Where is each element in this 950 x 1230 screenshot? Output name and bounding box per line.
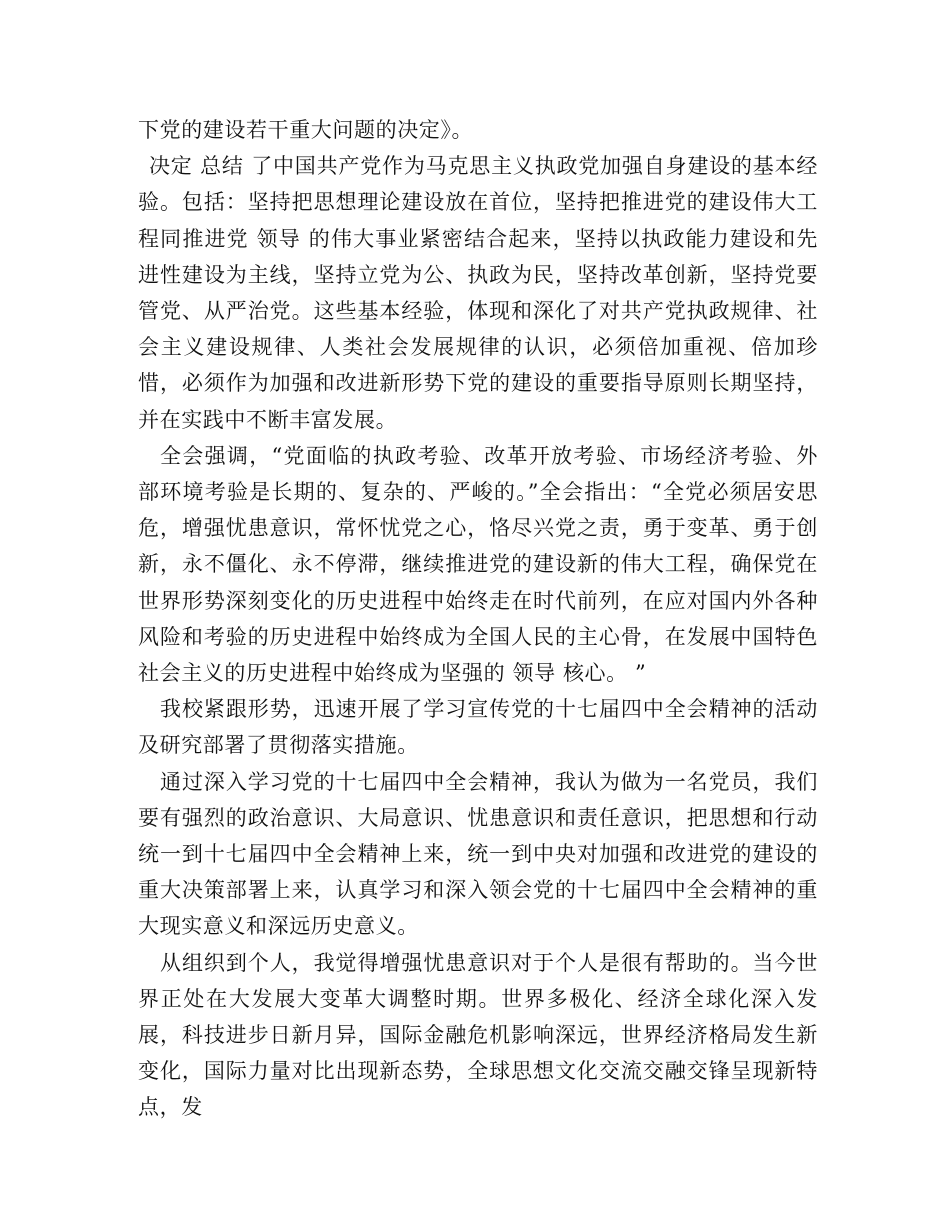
document-body (138, 112, 818, 1126)
paragraph-crisis-awareness: 从组织到个人，我觉得增强忧患意识对于个人是很有帮助的。当今世界正处在大发展大变革大调整时期。世界多极化、经济全球化深入发展，科技进步日新月异，国际金融危机影响深远，世界经济格局发生新变化，国际力量对比出现新态势，全球思想文化交流交融交锋呈现新特点，发 (138, 950, 818, 1120)
paragraph-continuation: 下党的建设若干重大问题的决定》。 (138, 118, 474, 142)
paragraph-decision-summary: 决定 总结 了中国共产党作为马克思主义执政党加强自身建设的基本经验。包括：坚持把思想理论建设放在首位，坚持把推进党的建设伟大工程同推进党 领导 的伟大事业紧密结合起来，坚持以执政能力建设和先进性建设为主线，坚持立党为公、执政为民，坚持改革创新，坚持党要管党、从严治党。这些基本经验，体现和深化了对共产党执政规律、社会主义建设规律、人类社会发展规律的认识，必须倍加重视、倍加珍惜，必须作为加强和改进新形势下党的建设的重要指导原则长期坚持，并在实践中不断丰富发展。 (138, 154, 818, 432)
paragraph-plenum-emphasis: 全会强调，“党面临的执政考验、改革开放考验、市场经济考验、外部环境考验是长期的、复杂的、严峻的。”全会指出：“全党必须居安思危，增强忧患意识，常怀忧党之心，恪尽兴党之责，勇于变革、勇于创新，永不僵化、永不停滞，继续推进党的建设新的伟大工程，确保党在世界形势深刻变化的历史进程中始终走在时代前列，在应对国内外各种风险和考验的历史进程中始终成为全国人民的主心骨，在发展中国特色社会主义的历史进程中始终成为坚强的 领导 核心。 ” (138, 443, 818, 686)
paragraph-school-activities: 我校紧跟形势，迅速开展了学习宣传党的十七届四中全会精神的活动及研究部署了贯彻落实措施。 (138, 697, 818, 758)
paragraph-party-member-awareness: 通过深入学习党的十七届四中全会精神，我认为做为一名党员，我们要有强烈的政治意识、大局意识、忧患意识和责任意识，把思想和行动统一到十七届四中全会精神上来，统一到中央对加强和改进党的建设的重大决策部署上来，认真学习和深入领会党的十七届四中全会精神的重大现实意义和深远历史意义。 (138, 769, 818, 939)
